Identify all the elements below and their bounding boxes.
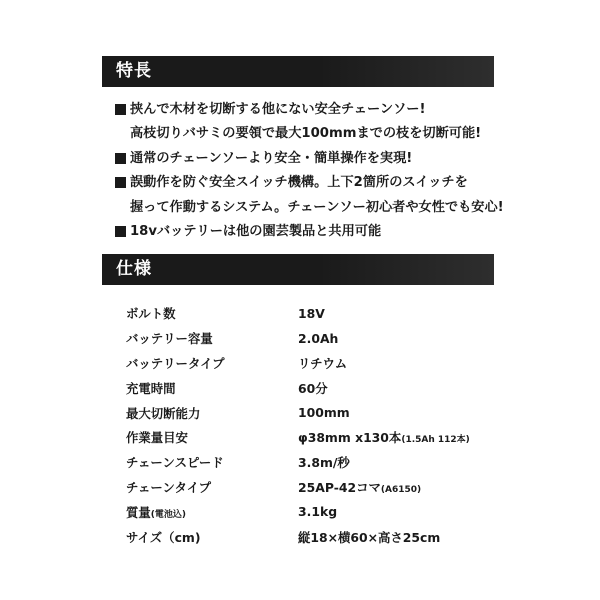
spec-value: 3.8m/秒: [298, 455, 350, 471]
spec-value: 3.1kg: [298, 504, 338, 520]
spec-value: 縦18×横60×高さ25cm: [298, 529, 441, 545]
spec-label: サイズ（cm): [126, 529, 201, 545]
spec-value-note: (A6150): [380, 484, 422, 495]
features-section-header: [102, 56, 494, 87]
spec-value: リチウム: [298, 355, 348, 371]
spec-label: 質量: [126, 504, 151, 520]
features-section-title: 特長: [116, 61, 152, 81]
spec-label: バッテリータイプ: [126, 355, 225, 371]
square-bullet-icon: [115, 153, 126, 164]
square-bullet-icon: [115, 177, 126, 188]
spec-row: [126, 499, 506, 524]
spec-row: [126, 326, 506, 351]
spec-table: [126, 301, 506, 549]
feature-item: [104, 147, 500, 171]
spec-row: [126, 450, 506, 475]
spec-row: [126, 425, 506, 450]
spec-value-cell: [298, 425, 506, 450]
spec-label-cell: [126, 499, 298, 524]
spec-section-title: 仕様: [116, 259, 152, 279]
spec-row: [126, 400, 506, 425]
spec-row: [126, 375, 506, 400]
feature-line: 高枝切りバサミの要領で最大100mmまでの枝を切断可能!: [130, 126, 482, 142]
feature-line: 通常のチェーンソーより安全・簡単操作を実現!: [130, 150, 413, 166]
spec-label: 作業量目安: [126, 430, 188, 446]
feature-item: [104, 171, 504, 220]
spec-value: 25AP-42コマ: [298, 479, 381, 495]
feature-line: 18vバッテリーは他の園芸製品と共用可能: [130, 224, 382, 240]
spec-row: [126, 475, 506, 500]
spec-label: チェーンタイプ: [126, 479, 211, 495]
spec-label: バッテリー容量: [126, 331, 213, 347]
spec-value: 2.0Ah: [298, 330, 339, 346]
spec-value: φ38mm x130本: [298, 430, 402, 446]
spec-label: チェーンスピード: [126, 455, 224, 471]
spec-value: 60分: [298, 380, 328, 396]
spec-row: [126, 351, 506, 376]
feature-item: [104, 98, 500, 147]
square-bullet-icon: [115, 104, 126, 115]
feature-line: 握って作動するシステム。チェーンソー初心者や女性でも安心!: [130, 199, 504, 215]
spec-row: [126, 301, 506, 326]
spec-value: 18V: [298, 305, 325, 321]
spec-label-note: (電池込): [150, 509, 187, 520]
spec-value-note: (1.5Ah 112本): [401, 435, 470, 446]
feature-line: 誤動作を防ぐ安全スイッチ機構。上下2箇所のスイッチを: [130, 175, 468, 191]
feature-line: 挟んで木材を切断する他にない安全チェーンソー!: [130, 102, 426, 117]
feature-item: [104, 220, 500, 244]
square-bullet-icon: [115, 226, 126, 237]
spec-section-header: [102, 254, 494, 285]
features-list: [104, 98, 504, 244]
spec-label: ボルト数: [126, 306, 176, 322]
spec-row: [126, 524, 506, 549]
spec-value: 100mm: [298, 405, 350, 421]
spec-label: 充電時間: [126, 380, 176, 396]
spec-value-cell: [298, 475, 506, 500]
spec-label: 最大切断能力: [126, 405, 201, 421]
